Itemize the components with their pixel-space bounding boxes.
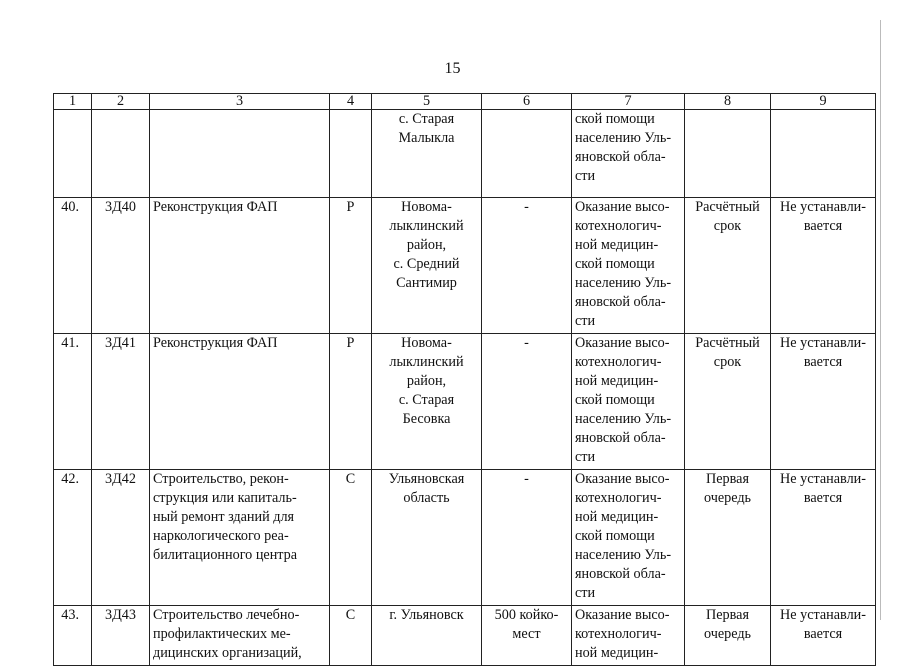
document-table (53, 93, 876, 666)
object-type: С (330, 470, 372, 606)
object-zone: Не устанавли- вается (771, 198, 876, 334)
object-capacity: - (482, 470, 572, 606)
object-term: Первая очередь (685, 606, 771, 666)
row-number: 43. (54, 606, 92, 666)
object-zone (771, 110, 876, 198)
object-name: Реконструкция ФАП (150, 198, 330, 334)
header-cell: 3 (150, 94, 330, 110)
object-capacity: - (482, 198, 572, 334)
table-header-row (54, 94, 876, 110)
object-code: 3Д40 (92, 198, 150, 334)
object-term: Расчётный срок (685, 198, 771, 334)
table-row (54, 606, 876, 666)
page-number: 15 (444, 60, 461, 77)
object-code (92, 110, 150, 198)
table-row (54, 334, 876, 470)
header-cell: 9 (771, 94, 876, 110)
row-number: 42. (54, 470, 92, 606)
object-zone: Не устанавли- вается (771, 334, 876, 470)
object-purpose: ской помощи населению Уль- яновской обла- сти (572, 110, 685, 198)
object-location: Новома- лыклинский район, с. Старая Бесовка (372, 334, 482, 470)
table-row (54, 110, 876, 198)
object-capacity: 500 койко- мест (482, 606, 572, 666)
header-cell: 7 (572, 94, 685, 110)
header-cell: 1 (54, 94, 92, 110)
object-purpose: Оказание высо- котехнологич- ной медицин- (572, 606, 685, 666)
object-zone: Не устанавли- вается (771, 606, 876, 666)
header-cell: 4 (330, 94, 372, 110)
object-type: С (330, 606, 372, 666)
header-cell: 6 (482, 94, 572, 110)
table-row (54, 470, 876, 606)
row-number (54, 110, 92, 198)
header-cell: 5 (372, 94, 482, 110)
object-term: Первая очередь (685, 470, 771, 606)
object-capacity (482, 110, 572, 198)
object-location: г. Ульяновск (372, 606, 482, 666)
object-zone: Не устанавли- вается (771, 470, 876, 606)
header-cell: 8 (685, 94, 771, 110)
scan-edge-line (880, 20, 881, 620)
object-name: Строительство, рекон- струкция или капиталь- ный ремонт зданий для наркологического реа- билитационного центра (150, 470, 330, 606)
object-name: Реконструкция ФАП (150, 334, 330, 470)
object-location: Новома- лыклинский район, с. Средний Сантимир (372, 198, 482, 334)
object-name (150, 110, 330, 198)
object-code: 3Д42 (92, 470, 150, 606)
object-capacity: - (482, 334, 572, 470)
row-number: 41. (54, 334, 92, 470)
object-term: Расчётный срок (685, 334, 771, 470)
object-location: Ульяновская область (372, 470, 482, 606)
object-code: 3Д41 (92, 334, 150, 470)
header-cell: 2 (92, 94, 150, 110)
object-type: Р (330, 334, 372, 470)
object-purpose: Оказание высо- котехнологич- ной медицин- ской помощи населению Уль- яновской обла- сти (572, 470, 685, 606)
table-row (54, 198, 876, 334)
object-purpose: Оказание высо- котехнологич- ной медицин- ской помощи населению Уль- яновской обла- сти (572, 198, 685, 334)
row-number: 40. (54, 198, 92, 334)
object-location: с. Старая Малыкла (372, 110, 482, 198)
object-type: Р (330, 198, 372, 334)
object-term (685, 110, 771, 198)
object-purpose: Оказание высо- котехнологич- ной медицин- ской помощи населению Уль- яновской обла- сти (572, 334, 685, 470)
object-name: Строительство лечебно- профилактических ме- дицинских организаций, (150, 606, 330, 666)
object-code: 3Д43 (92, 606, 150, 666)
object-type (330, 110, 372, 198)
